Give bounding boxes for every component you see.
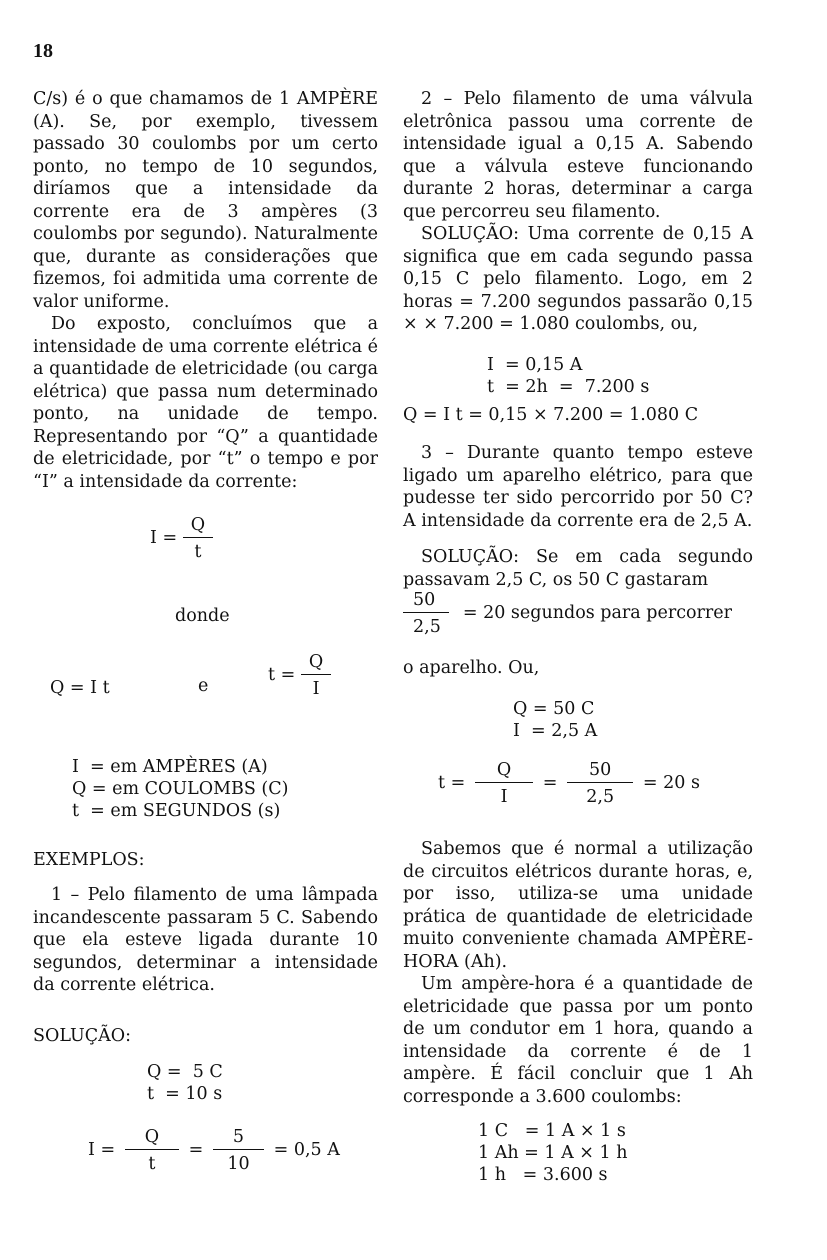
example-2-text: 2 – Pelo filamento de uma válvula eletrônica passou uma corrente de intensidade igual a 0,15 A. Sabendo que a válvula esteve funcionando durante 2 horas, determinar a carga que percorreu seu filamento. [403,89,753,222]
calc-lhs: I = [88,1140,116,1160]
solution-3 [403,546,753,591]
given-line: Q = 50 C [513,699,595,719]
relation-line: 1 Ah = 1 A × 1 h [478,1143,628,1163]
numerator: 5 [213,1127,264,1150]
relation-line: 1 h = 3.600 s [478,1165,608,1185]
fraction [213,1127,264,1174]
calc-result: = 20 s [642,773,700,793]
denominator: t [194,542,202,562]
conjunction-e: e [198,676,209,696]
given-line: I = 0,15 A [487,355,583,375]
example-3 [403,442,753,532]
calc-lhs: t = [438,773,466,793]
right-column [403,88,753,336]
example-2-given [487,354,649,398]
given-line: t = 10 s [147,1084,223,1104]
given-line: t = 2h = 7.200 s [487,377,650,397]
denominator: I [312,679,320,699]
solution-3-tail: o aparelho. Ou, [403,658,540,678]
fraction [475,760,533,807]
examples-heading: EXEMPLOS: [33,850,145,870]
formula-charge: Q = I t [50,678,110,698]
numerator: 50 [403,590,449,613]
numerator: Q [475,760,533,783]
fraction [567,760,633,807]
unit-line: Q = em COULOMBS (C) [72,779,289,799]
relation-line: 1 C = 1 A × 1 s [478,1121,626,1141]
relations-list [478,1120,628,1186]
solution-heading: SOLUÇÃO: [33,1026,132,1046]
paragraph-ampere-hour-definition: Um ampère-hora é a quantidade de eletricidade que passa por um ponto de um condutor em 1 hora, quando a intensidade da corrente é de 1 ampère. É fácil concluir que 1 Ah corresponde a 3.600 coulombs: [403,974,753,1107]
fraction [403,590,449,637]
example-1-text: 1 – Pelo filamento de uma lâmpada incandescente passaram 5 C. Sabendo que ela esteve ligada durante 10 segundos, determinar a intensidade da corrente elétrica. [33,885,378,995]
ampere-hour-section [403,838,753,1108]
paragraph-ampere-hour: Sabemos que é normal a utilização de circuitos elétricos durante horas, e, por isso, utiliza-se uma unidade prática de quantidade de eletricidade muito conveniente chamada AMPÈRE-HORA (Ah). [403,839,753,972]
numerator: Q [301,652,331,675]
fraction [125,1127,179,1174]
formula-lhs: t = [268,665,296,685]
fraction [301,652,331,699]
example-1 [33,884,378,997]
example-3-given [513,698,597,742]
paragraph-intensity-definition: Do exposto, concluímos que a intensidade de uma corrente elétrica é a quantidade de eletricidade (ou carga elétrica) que passa num determinado ponto, na unidade de tempo. Representando por “Q” a quantidade de eletricidade, por “t” o tempo e por “I” a intensidade da corrente: [33,314,378,492]
denominator: 2,5 [413,617,441,637]
solution-3-fraction [403,590,732,637]
denominator: 2,5 [586,787,615,807]
unit-line: t = em SEGUNDOS (s) [72,801,281,821]
equals: = [188,1140,204,1160]
example-3-text: 3 – Durante quanto tempo esteve ligado um aparelho elétrico, para que pudesse ter sido percorrido por 50 C? A intensidade da corrente era de 2,5 A. [403,443,753,531]
denominator: I [500,787,508,807]
unit-line: I = em AMPÈRES (A) [72,757,268,777]
formula-intensity [150,515,213,562]
formula-lhs: I = [150,528,178,548]
numerator: 50 [567,760,633,783]
calculation-3 [438,760,700,807]
denominator: t [148,1154,156,1174]
units-list [72,756,288,822]
solution-3-text: SOLUÇÃO: Se em cada segundo passavam 2,5 C, os 50 C gastaram [403,547,753,590]
fraction [183,515,213,562]
numerator: Q [183,515,213,538]
numerator: Q [125,1127,179,1150]
given-line: I = 2,5 A [513,721,598,741]
example-2-result: Q = I t = 0,15 × 7.200 = 1.080 C [403,405,699,425]
calc-result: = 0,5 A [273,1140,340,1160]
given-values [147,1061,223,1105]
formula-time [268,652,331,699]
solution-2-text: SOLUÇÃO: Uma corrente de 0,15 A significa que em cada segundo passa 0,15 C pelo filamento. Logo, em 2 horas = 7.200 segundos passarão 0,15 × × 7.200 = 1.080 coulombs, ou, [403,224,753,334]
page-number: 18 [33,40,53,62]
equals: = [542,773,558,793]
donde-text: donde [175,606,230,626]
solution-3-middle: = 20 segundos para percorrer [462,603,732,623]
calculation-1 [88,1127,340,1174]
paragraph-ampere-definition: C/s) é o que chamamos de 1 AMPÈRE (A). Se, por exemplo, tivessem passado 30 coulombs por um certo ponto, no tempo de 10 segundos, diríamos que a intensidade da corrente era de 3 ampères (3 coulombs por segundo). Naturalmente que, durante as considerações que fizemos, foi admitida uma corrente de valor uniforme. [33,89,378,312]
left-column [33,88,378,493]
denominator: 10 [227,1154,250,1174]
given-line: Q = 5 C [147,1062,223,1082]
